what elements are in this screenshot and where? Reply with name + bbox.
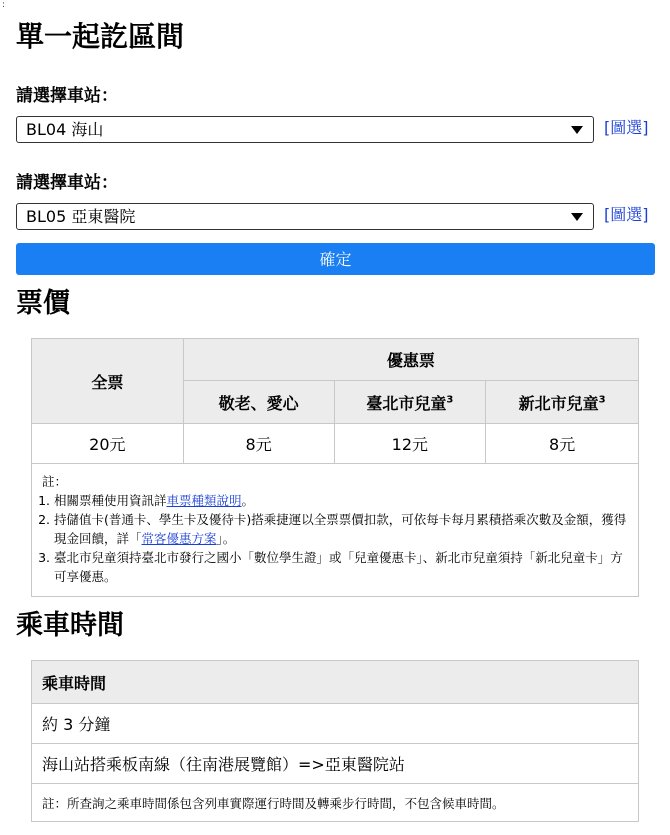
page-title: 單一起訖區間: [16, 20, 185, 53]
fare-note-item: 3. 臺北市兒童須持臺北市發行之國小「數位學生證」或「兒童優惠卡」、新北市兒童須持「新北兒童卡」方可享優惠。: [54, 548, 628, 586]
corner-mark: :: [2, 0, 6, 10]
fare-notes: [32, 464, 639, 597]
fare-note-item: 2. 持儲值卡(普通卡、學生卡及優待卡)搭乘捷運以全票票價扣款，可依每卡每月累積搭乘次數及金額，獲得現金回饋，詳「常客優惠方案」。: [54, 510, 628, 548]
destination-station-label: 請選擇車站：: [16, 173, 118, 193]
ride-time-section-title: 乘車時間: [16, 610, 124, 641]
senior-fare-price: 8元: [183, 424, 334, 464]
dropdown-arrow-icon: [571, 126, 583, 134]
full-fare-price: 20元: [32, 424, 184, 464]
destination-map-select-link[interactable]: [圖選]: [604, 205, 649, 224]
origin-map-select-link[interactable]: [圖選]: [604, 118, 649, 137]
origin-station-select[interactable]: [16, 116, 594, 143]
fare-table: [31, 338, 639, 597]
confirm-button[interactable]: 確定: [16, 243, 655, 275]
discount-fare-header: 優惠票: [183, 339, 638, 381]
frequent-rider-link[interactable]: 常客優惠方案: [141, 531, 217, 546]
taipei-child-fare-header: 臺北市兒童$^3$: [334, 381, 486, 424]
fare-section-title: 票價: [16, 288, 70, 319]
fare-notes-heading: 註：: [42, 474, 68, 489]
footnote-mark: 3: [598, 394, 606, 406]
newtaipei-child-fare-header: 新北市兒童$^3$: [486, 381, 639, 424]
ride-route: 海山站搭乘板南線（往南港展覽館）=>亞東醫院站: [32, 744, 639, 784]
origin-station-value: BL04 海山: [26, 120, 104, 139]
newtaipei-child-fare-price: 8元: [486, 424, 639, 464]
taipei-child-fare-price: 12元: [334, 424, 486, 464]
ride-time-note: 註：所查詢之乘車時間係包含列車實際運行時間及轉乘步行時間，不包含候車時間。: [32, 784, 639, 822]
footnote-mark: 3: [446, 394, 454, 406]
ride-time-table: [31, 660, 639, 822]
full-fare-header: 全票: [32, 339, 184, 424]
destination-station-select[interactable]: [16, 203, 594, 230]
fare-note-item: 1. 相關票種使用資訊詳車票種類說明。: [54, 491, 628, 510]
ride-duration: 約 3 分鐘: [32, 704, 639, 744]
fare-notes-list: [42, 491, 628, 586]
dropdown-arrow-icon: [571, 213, 583, 221]
origin-station-label: 請選擇車站：: [16, 86, 118, 106]
destination-station-value: BL05 亞東醫院: [26, 207, 136, 226]
ticket-types-link[interactable]: 車票種類說明: [166, 493, 242, 508]
ride-time-header: 乘車時間: [32, 661, 639, 704]
senior-fare-header: 敬老、愛心: [183, 381, 334, 424]
